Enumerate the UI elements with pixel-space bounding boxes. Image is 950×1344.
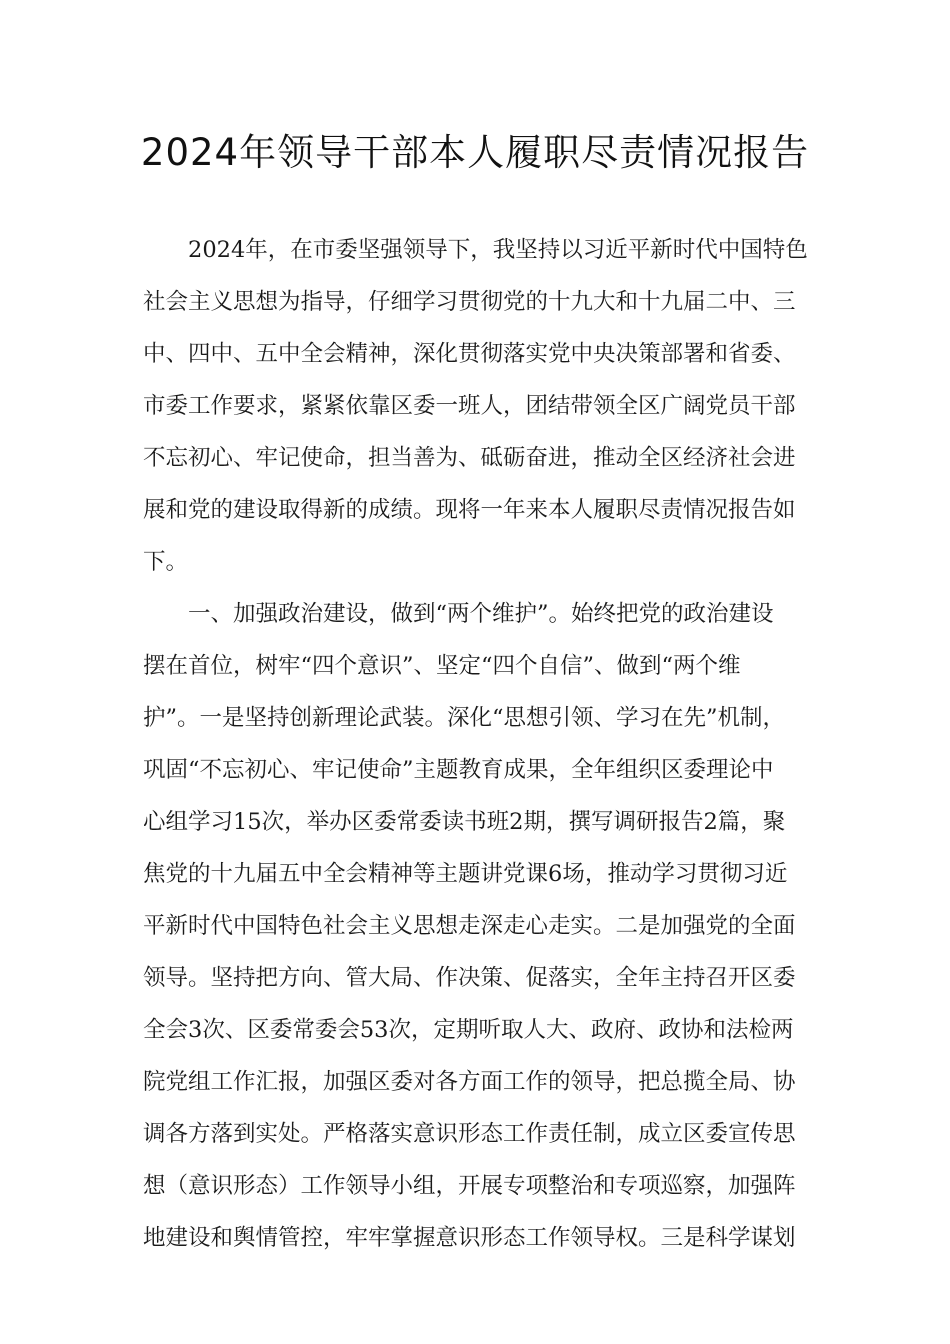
paragraph-2-line-13: 地建设和舆情管控，牢牢掌握意识形态工作领导权。三是科学谋划 [143,1225,796,1251]
paragraph-2-line-11: 调各方落到实处。严格落实意识形态工作责任制，成立区委宣传思 [143,1121,796,1147]
paragraph-2-line-9: 全会3次、区委常委会53次，定期听取人大、政府、政协和法检两 [143,1017,794,1043]
paragraph-2-line-10: 院党组工作汇报，加强区委对各方面工作的领导，把总揽全局、协 [143,1069,796,1095]
paragraph-2-line-6: 焦党的十九届五中全会精神等主题讲党课6场，推动学习贯彻习近 [143,861,788,887]
paragraph-2-line-2: 摆在首位，树牢“四个意识”、坚定“四个自信”、做到“两个维 [143,653,741,679]
paragraph-2-line-8: 领导。坚持把方向、管大局、作决策、促落实，全年主持召开区委 [143,965,796,991]
paragraph-1-line-1: 2024年，在市委坚强领导下，我坚持以习近平新时代中国特色 [188,237,808,263]
paragraph-1-line-2: 社会主义思想为指导，仔细学习贯彻党的十九大和十九届二中、三 [143,289,796,315]
paragraph-2-line-7: 平新时代中国特色社会主义思想走深走心走实。二是加强党的全面 [143,913,796,939]
document-title: 2024年领导干部本人履职尽责情况报告 [140,131,810,174]
paragraph-2-line-3: 护”。一是坚持创新理论武装。深化“思想引领、学习在先”机制， [143,705,786,731]
paragraph-1-line-3: 中、四中、五中全会精神，深化贯彻落实党中央决策部署和省委、 [143,341,796,367]
paragraph-2-line-5: 心组学习15次，举办区委常委读书班2期，撰写调研报告2篇，聚 [143,809,786,835]
paragraph-2-line-1: 一、加强政治建设，做到“两个维护”。始终把党的政治建设 [188,601,774,627]
paragraph-1-line-4: 市委工作要求，紧紧依靠区委一班人，团结带领全区广阔党员干部 [143,393,796,419]
paragraph-2-line-4: 巩固“不忘初心、牢记使命”主题教育成果，全年组织区委理论中 [143,757,774,783]
paragraph-2-line-12: 想（意识形态）工作领导小组，开展专项整治和专项巡察，加强阵 [143,1173,796,1199]
paragraph-1-line-7: 下。 [143,549,189,575]
paragraph-1-line-5: 不忘初心、牢记使命，担当善为、砥砺奋进，推动全区经济社会进 [143,445,796,471]
paragraph-1-line-6: 展和党的建设取得新的成绩。现将一年来本人履职尽责情况报告如 [143,497,796,523]
